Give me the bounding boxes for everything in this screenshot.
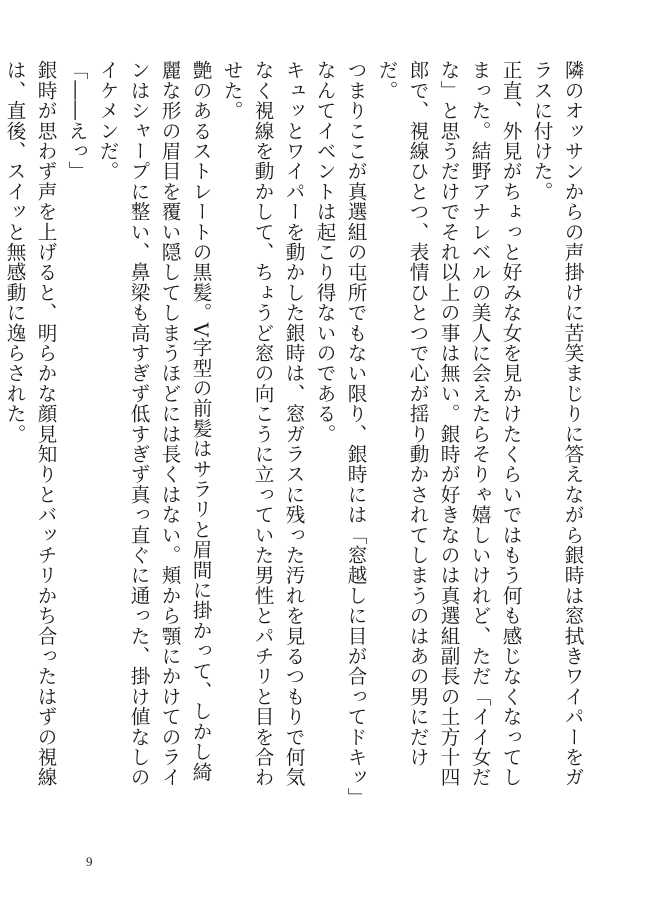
paragraph-5: 艶のあるストレートの黒髪。V字型の前髪はサラリと眉間に掛かって、しかし綺麗な形の眉目を覆い隠してしまうほどには長くはない。頬から顎にかけてのラインはシャープに整い、鼻梁も高すぎず低すぎず真っ直ぐに通った、掛け値なしのイケメンだ。 bbox=[96, 60, 212, 788]
page-number: 9 bbox=[86, 854, 93, 869]
paragraph-3: つまりここが真選組の屯所でもない限り、銀時には「窓越しに目が合ってドキッ」なんてイベントは起こり得ないのである。 bbox=[313, 60, 367, 798]
paragraph-4: キュッとワイパーを動かした銀時は、窓ガラスに残った汚れを見るつもりで何気なく視線を動かして、ちょうど窓の向こうに立っていた男性とパチリと目を合わせた。 bbox=[220, 60, 305, 788]
vertical-text-body bbox=[3, 60, 588, 800]
paragraph-2: 正直、外見がちょっと好みな女を見かけたくらいではもう何も感じなくなってしまった。結野アナレベルの美人に会えたらそりゃ嬉しいけれど、ただ「イイ女だな」と思うだけでそれ以上の事は無い。銀時が好きなのは真選組副長の土方十四郎で、視線ひとつ、表情ひとつで心が揺り動かされてしまうのはあの男にだけだ。 bbox=[375, 60, 522, 788]
paragraph-1: 隣のオッサンからの声掛けに苦笑まじりに答えながら銀時は窓拭きワイパーをガラスに付けた。 bbox=[530, 60, 584, 788]
paragraph-7: 銀時が思わず声を上げると、明らかな顔見知りとバッチリかち合ったはずの視線は、直後、スイッと無感動に逸らされた。 bbox=[3, 60, 57, 788]
paragraph-6-dialogue: 「――えっ」 bbox=[65, 60, 88, 182]
